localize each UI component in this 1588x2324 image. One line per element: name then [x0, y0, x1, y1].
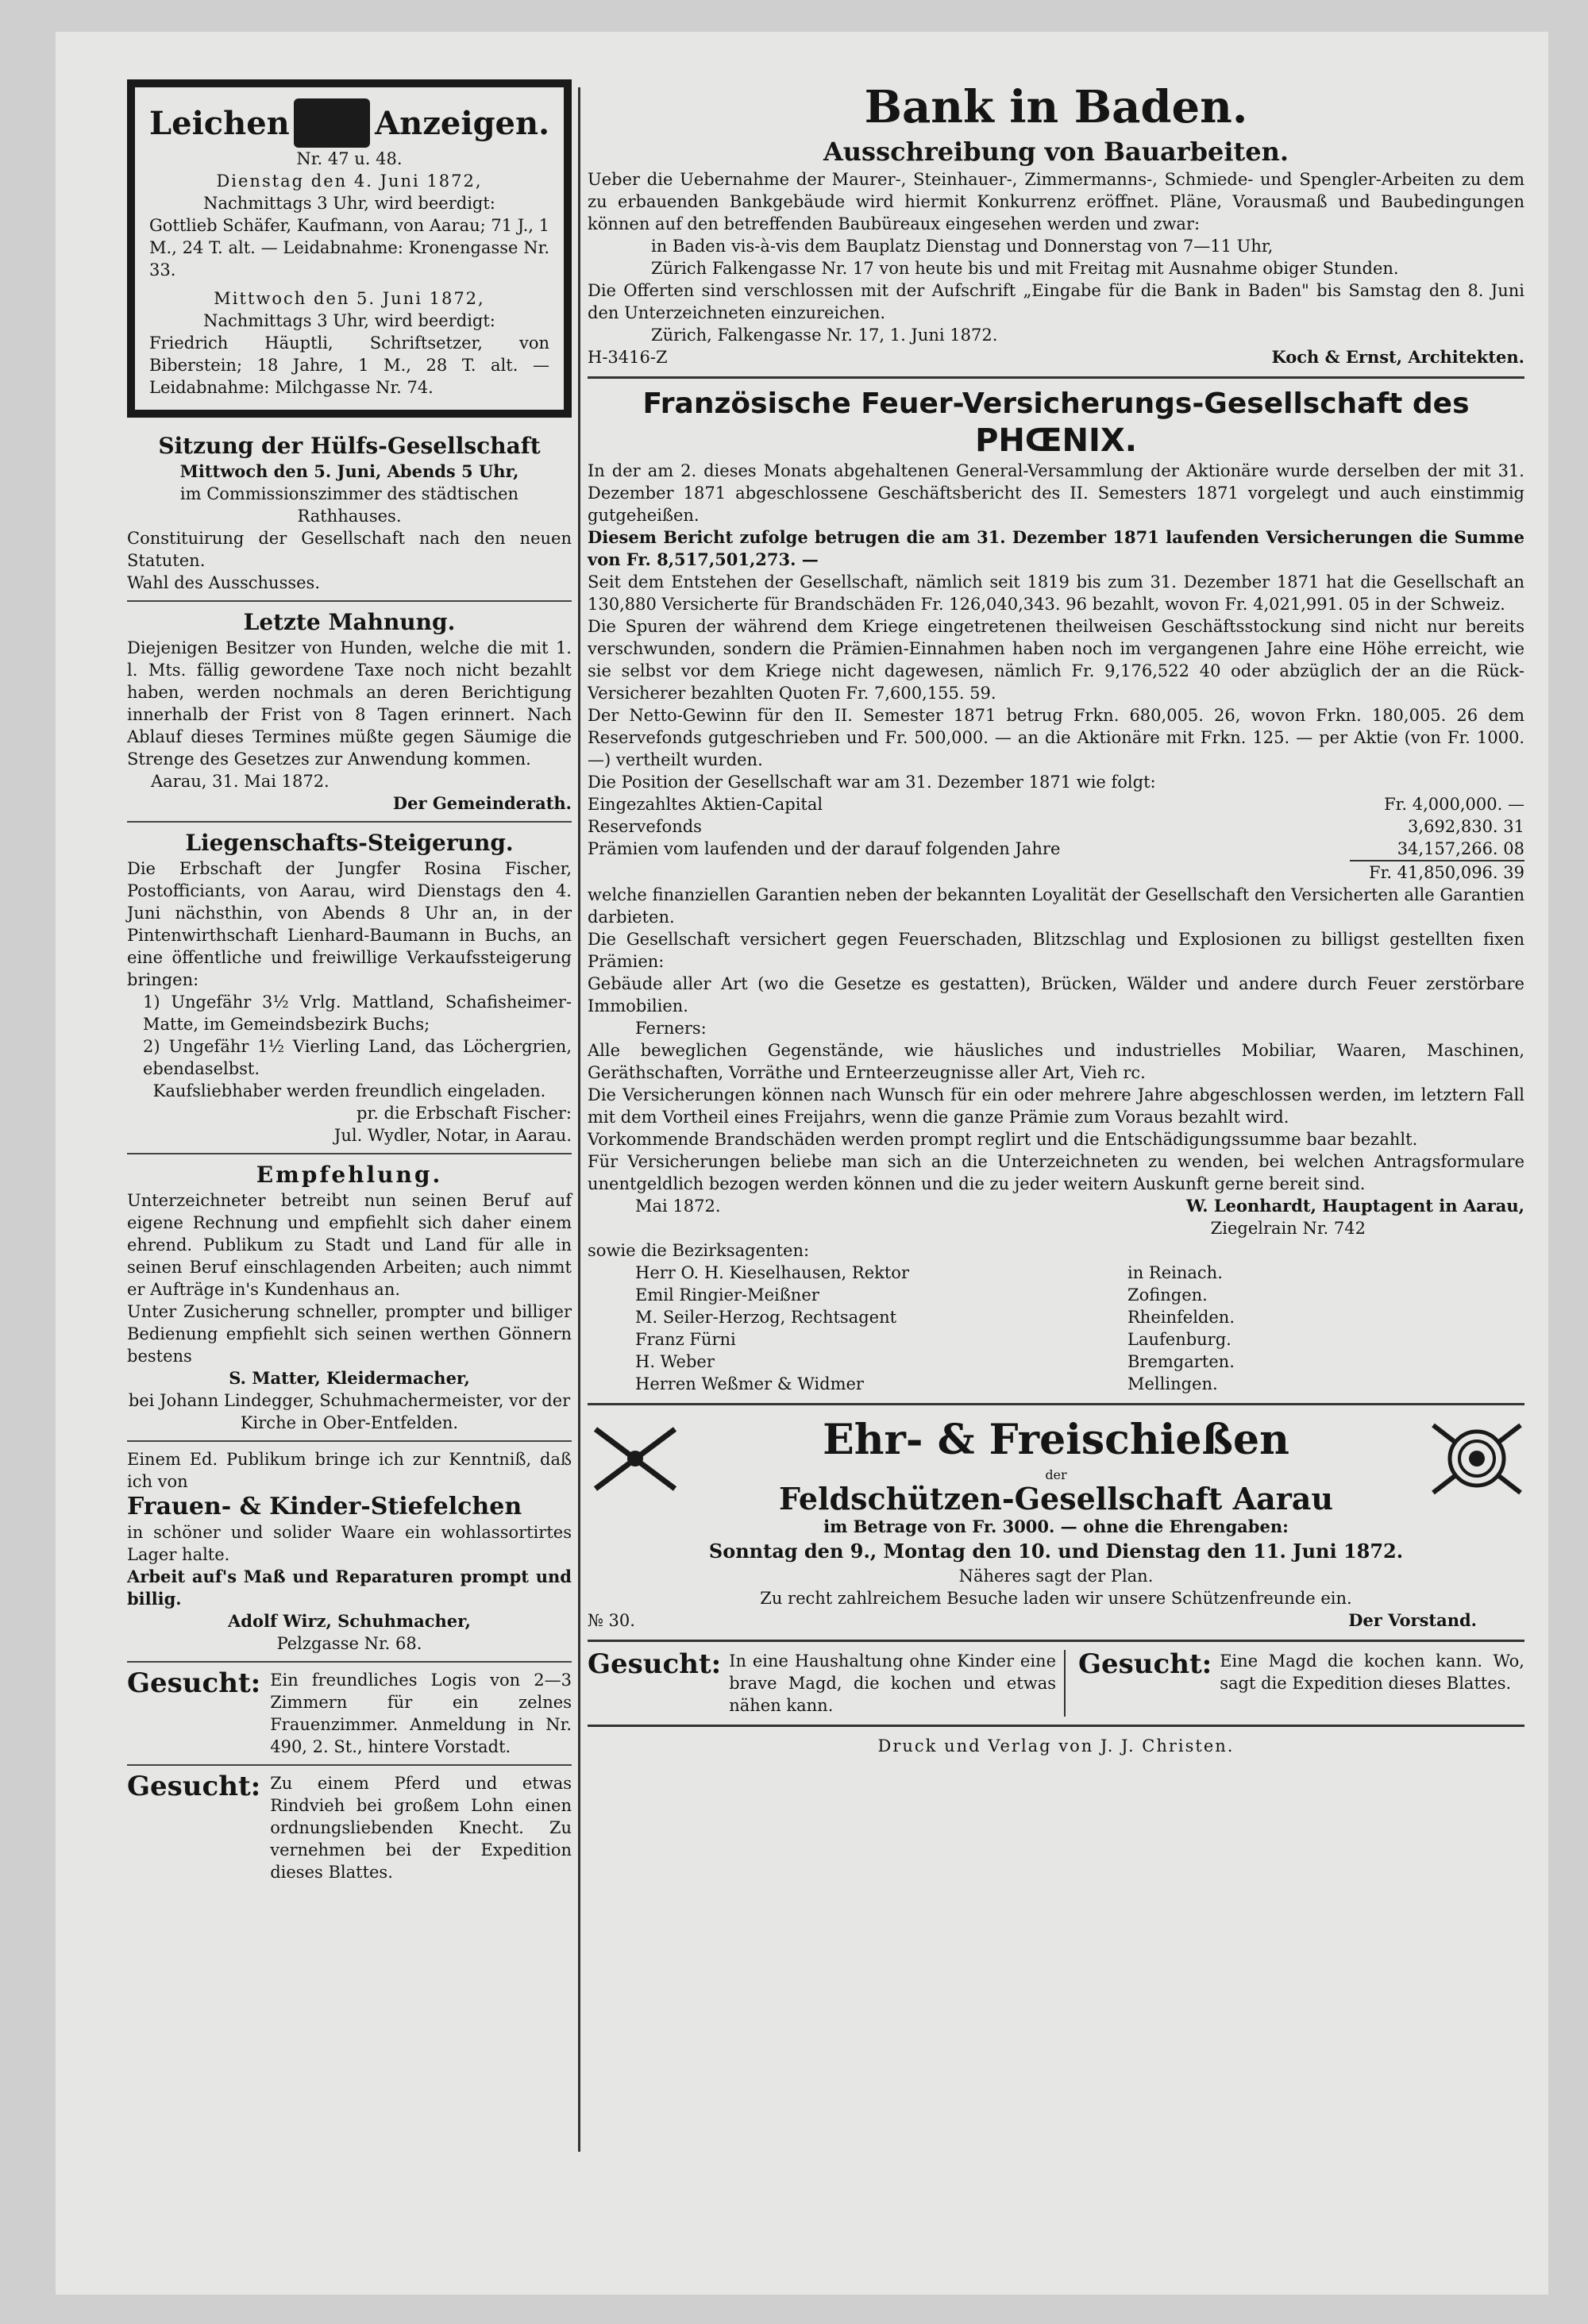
divider — [127, 600, 572, 602]
empfehlung-sig1: S. Matter, Kleidermacher, — [229, 1368, 470, 1388]
schiessen-org: Feldschützen-Gesellschaft Aarau — [779, 1481, 1333, 1517]
divider — [127, 1764, 572, 1766]
steigerung-item1: 1) Ungefähr 3½ Vrlg. Mattland, Schafisheimer-Matte, im Gemeindsbezirk Buchs; — [143, 992, 572, 1034]
bank-notice — [588, 79, 1524, 368]
mahnung-signature: Der Gemeinderath. — [392, 793, 572, 813]
divider — [127, 821, 572, 823]
bank-footer — [588, 346, 1524, 368]
left-column — [127, 79, 572, 1883]
bank-zuerich: Zürich Falkengasse Nr. 17 von heute bis und mit Freitag mit Ausnahme obiger Stunden. — [651, 259, 1399, 278]
divider — [588, 376, 1524, 379]
empfehlung-body: Unterzeichneter betreibt nun seinen Beruf auf eigene Rechnung und empfiehlt sich daher einem ehrend. Publikum zu Stadt und Land für alle in seinen Beruf einschlagenden Arbeiten; auch nimmt er Aufträge in's Kundenhaus an. — [127, 1191, 572, 1299]
table-row: Reservefonds 3,692,830. 31 — [588, 817, 1524, 836]
empfehlung-sig2: bei Johann Lindegger, Schuhmachermeister, vor der Kirche in Ober-Entfelden. — [128, 1391, 571, 1432]
death2-date: Mittwoch den 5. Juni 1872, — [214, 289, 485, 308]
phoenix-p13: Vorkommende Brandschäden werden prompt reglirt und die Entschädigungssumme baar bezahlt. — [588, 1130, 1418, 1149]
phoenix-p5: Der Netto-Gewinn für den II. Semester 1871 betrug Frkn. 680,005. 26, wovon Frkn. 180,005. 26 dem Reservefonds gutgeschrieben und Fr. 500,000. — an die Aktionäre mit Frkn. 125. — per Aktie (von Fr. 1000. —) vertheilt wurden. — [588, 706, 1524, 769]
death-title-a: Leichen — [149, 104, 290, 142]
phoenix-p10: Ferners: — [635, 1019, 707, 1038]
coffin-icon — [294, 98, 370, 148]
phoenix-p7: welche finanziellen Garantien neben der bekannten Loyalität der Gesellschaft den Versicherten alle Garantien darbieten. — [588, 885, 1524, 927]
schiessen-signature: Der Vorstand. — [1348, 1610, 1477, 1630]
death-notices — [127, 79, 572, 418]
bank-signature: Koch & Ernst, Architekten. — [1271, 347, 1524, 367]
steigerung-line: Kaufsliebhaber werden freundlich eingeladen. — [152, 1081, 546, 1100]
list-item: M. Seiler-Herzog, Rechtsagent Rheinfelden. — [635, 1308, 1235, 1327]
schiessen-der: der — [1045, 1467, 1067, 1482]
divider — [588, 1403, 1524, 1405]
bank-baden: in Baden vis-à-vis dem Bauplatz Dienstag und Donnerstag von 7—11 Uhr, — [651, 237, 1274, 256]
huelfs-line1: Mittwoch den 5. Juni, Abends 5 Uhr, — [179, 461, 519, 481]
schiessen-nr: № 30. — [588, 1611, 635, 1630]
death1-time: Nachmittags 3 Uhr, wird beerdigt: — [203, 194, 495, 213]
stiefel-body2: Arbeit auf's Maß und Reparaturen prompt und billig. — [127, 1567, 572, 1609]
steigerung-body: Die Erbschaft der Jungfer Rosina Fischer, Postofficiants, von Aarau, wird Dienstags den 4. Juni nächsthin, von Abends 8 Uhr an, in der Pintenwirthschaft Lienhard-Baumann in Buchs, an eine öffentliche und freiwillige Verkaufssteigerung bringen: — [127, 859, 572, 989]
bank-body1: Ueber die Uebernahme der Maurer-, Steinhauer-, Zimmermanns-, Schmiede- und Spengler-Arbeiten zu dem zu erbauenden Bankgebäude wird hiermit Konkurrenz eröffnet. Pläne, Vorausmaß und Baubedingungen können auf den betreffenden Baubüreaux eingesehen werden und zwar: — [588, 170, 1524, 233]
stiefel-sig2: Pelzgasse Nr. 68. — [276, 1634, 422, 1653]
schiessen-notice — [588, 1413, 1524, 1632]
huelfs-notice — [127, 432, 572, 594]
target-icon — [1429, 1413, 1524, 1501]
phoenix-p14: Für Versicherungen beliebe man sich an die Unterzeichneten zu wenden, bei welchen Antragsformulare unentgeldlich bezogen werden können und die zu jeder weitern Auskunft gerne bereit sind. — [588, 1152, 1524, 1193]
table-row: Eingezahltes Aktien-Capital Fr. 4,000,000. — — [588, 795, 1524, 814]
stiefel-notice — [127, 1448, 572, 1655]
stiefel-sig1: Adolf Wirz, Schuhmacher, — [228, 1611, 471, 1631]
huelfs-line4: Wahl des Ausschusses. — [127, 573, 321, 592]
gesucht2-title: Gesucht: — [127, 1771, 261, 1802]
list-item: Franz Fürni Laufenburg. — [635, 1330, 1231, 1349]
list-item: H. Weber Bremgarten. — [635, 1352, 1235, 1371]
divider — [127, 1153, 572, 1154]
schiessen-dates: Sonntag den 9., Montag den 10. und Dienstag den 11. Juni 1872. — [708, 1540, 1404, 1563]
phoenix-p12: Die Versicherungen können nach Wunsch für ein oder mehrere Jahre abgeschlossen werden, im letztern Fall mit dem Vortheil eines Freijahrs, wenn die ganze Prämie zum Voraus bezahlt wird. — [588, 1085, 1524, 1127]
mahnung-title: Letzte Mahnung. — [243, 609, 456, 635]
phoenix-p9: Gebäude aller Art (wo die Gesetze es gestatten), Brücken, Wälder und andere durch Feuer zerstörbare Immobilien. — [588, 974, 1524, 1016]
divider — [588, 1640, 1524, 1642]
gesucht4-title: Gesucht: — [1078, 1648, 1212, 1680]
steigerung-sig2: Jul. Wydler, Notar, in Aarau. — [333, 1126, 572, 1145]
bank-code: H-3416-Z — [588, 348, 668, 367]
gesucht3-body: In eine Haushaltung ohne Kinder eine brave Magd, die kochen und etwas nähen kann. — [729, 1651, 1056, 1715]
death1-text: Gottlieb Schäfer, Kaufmann, von Aarau; 71 J., 1 M., 24 T. alt. — Leidabnahme: Kronengasse Nr. 33. — [149, 216, 549, 279]
phoenix-sig2: Ziegelrain Nr. 742 — [1210, 1219, 1366, 1238]
column-divider — [578, 87, 580, 2152]
gesucht1-title: Gesucht: — [127, 1667, 261, 1699]
death1-date: Dienstag den 4. Juni 1872, — [216, 172, 483, 191]
list-item: Emil Ringier-Meißner Zofingen. — [635, 1285, 1208, 1305]
death2-text: Friedrich Häuptli, Schriftsetzer, von Biberstein; 18 Jahre, 1 M., 28 T. alt. — Leidabnahme: Milchgasse Nr. 74. — [149, 333, 549, 397]
phoenix-sign — [588, 1195, 1524, 1217]
gesucht3-title: Gesucht: — [588, 1648, 722, 1680]
steigerung-title: Liegenschafts-Steigerung. — [185, 830, 514, 856]
gesucht1-body: Ein freundliches Logis von 2—3 Zimmern für ein zelnes Frauenzimmer. Anmeldung in Nr. 490, 2. St., hintere Vorstadt. — [270, 1671, 572, 1756]
death-nr: Nr. 47 u. 48. — [296, 149, 403, 168]
agents-intro: sowie die Bezirksagenten: — [588, 1241, 810, 1260]
phoenix-p11: Alle beweglichen Gegenstände, wie häusliches und industrielles Mobiliar, Waaren, Maschinen, Geräthschaften, Vorräthe und Ernteerzeugnisse aller Art, Vieh rc. — [588, 1041, 1524, 1082]
agents-list — [588, 1262, 1524, 1395]
table-total: Fr. 41,850,096. 39 — [1369, 863, 1524, 882]
bank-title: Bank in Baden. — [864, 81, 1248, 133]
phoenix-p4: Die Spuren der während dem Kriege eingetretenen theilweisen Geschäftsstockung sind nicht nur bereits verschwunden, sondern die Prämien-Einnahmen haben noch im vergangenen Jahre eine Höhe erreicht, wie sie selbst vor dem Kriege nicht dagewesen, nämlich Fr. 9,176,522 40 oder abzüglich der an die Rück-Versicherer bezahlten Quoten Fr. 7,600,155. 59. — [588, 617, 1524, 703]
gesucht2-body: Zu einem Pferd und etwas Rindvieh bei großem Lohn einen ordnungsliebenden Knecht. Zu vernehmen bei der Expedition dieses Blattes. — [270, 1774, 572, 1882]
bank-body2: Die Offerten sind verschlossen mit der Aufschrift „Eingabe für die Bank in Baden" bis Samstag den 8. Juni den Unterzeichneten einzureichen. — [588, 281, 1524, 322]
empfehlung-notice — [127, 1161, 572, 1434]
stiefel-body: in schöner und solider Waare ein wohlassortirtes Lager halte. — [127, 1523, 572, 1564]
phoenix-sig1: W. Leonhardt, Hauptagent in Aarau, — [1185, 1196, 1524, 1216]
phoenix-name: PHŒNIX. — [975, 422, 1137, 459]
gesucht-magd-1 — [588, 1650, 1066, 1717]
schiessen-amount: im Betrage von Fr. 3000. — ohne die Ehrengaben: — [823, 1517, 1289, 1536]
steigerung-notice — [127, 829, 572, 1147]
mahnung-body: Diejenigen Besitzer von Hunden, welche die mit 1. l. Mts. fällig gewordene Taxe noch nicht bezahlt haben, werden nochmals an deren Berichtigung innerhalb der Frist von 8 Tagen erinnert. Nach Ablauf dieses Termines müßte gegen Säumige die Strenge des Gesetzes zur Anwendung kommen. — [127, 638, 572, 769]
huelfs-line2: im Commissionszimmer des städtischen Rathhauses. — [179, 484, 519, 526]
stiefel-intro: Einem Ed. Publikum bringe ich zur Kenntniß, daß ich von — [127, 1450, 572, 1491]
phoenix-p1: In der am 2. dieses Monats abgehaltenen General-Versammlung der Aktionäre wurde derselben der mit 31. Dezember 1871 abgeschlossene Geschäftsbericht des II. Semesters 1871 vorgelegt und auch einstimmig gutgeheißen. — [588, 461, 1524, 525]
steigerung-sig1: pr. die Erbschaft Fischer: — [357, 1104, 572, 1123]
death-title-b: Anzeigen. — [375, 104, 549, 142]
steigerung-item2: 2) Ungefähr 1½ Vierling Land, das Löchergrien, ebendaselbst. — [143, 1037, 572, 1078]
mahnung-date: Aarau, 31. Mai 1872. — [151, 772, 330, 791]
divider — [588, 1725, 1524, 1727]
death2-time: Nachmittags 3 Uhr, wird beerdigt: — [203, 311, 495, 330]
bank-subtitle: Ausschreibung von Bauarbeiten. — [823, 137, 1289, 167]
crossed-rifles-icon — [588, 1413, 683, 1501]
list-item: Herr O. H. Kieselhausen, Rektor in Reinach. — [635, 1263, 1223, 1282]
death-notices-header — [149, 98, 549, 148]
phoenix-p8: Die Gesellschaft versichert gegen Feuerschaden, Blitzschlag und Explosionen zu billigst gestellten fixen Prämien: — [588, 930, 1524, 971]
schiessen-plan: Näheres sagt der Plan. — [958, 1567, 1154, 1586]
phoenix-p2: Diesem Bericht zufolge betrugen die am 31. Dezember 1871 laufenden Versicherungen die Summe von Fr. 8,517,501,273. — — [588, 527, 1524, 569]
divider — [127, 1661, 572, 1663]
phoenix-p3: Seit dem Entstehen der Gesellschaft, nämlich seit 1819 bis zum 31. Dezember 1871 hat die Gesellschaft an 130,880 Versicherte für Brandschäden Fr. 126,040,343. 96 bezahlt, wovon Fr. 4,021,991. 05 in der Schweiz. — [588, 572, 1524, 614]
list-item: Herren Weßmer & Widmer Mellingen. — [635, 1374, 1218, 1393]
position-table — [588, 793, 1524, 884]
right-column — [588, 79, 1524, 1757]
stiefel-title: Frauen- & Kinder-Stiefelchen — [127, 1493, 522, 1520]
imprint: Druck und Verlag von J. J. Christen. — [877, 1736, 1235, 1756]
gesucht4-body: Eine Magd die kochen kann. Wo, sagt die Expedition dieses Blattes. — [1220, 1651, 1524, 1693]
divider — [127, 1440, 572, 1442]
phoenix-p6: Die Position der Gesellschaft war am 31. Dezember 1871 wie folgt: — [588, 773, 1156, 792]
mahnung-notice — [127, 608, 572, 815]
bank-date: Zürich, Falkengasse Nr. 17, 1. Juni 1872. — [651, 326, 998, 345]
schiessen-invite: Zu recht zahlreichem Besuche laden wir unsere Schützenfreunde ein. — [760, 1589, 1352, 1608]
table-row: Prämien vom laufenden und der darauf folgenden Jahre 34,157,266. 08 — [588, 838, 1524, 861]
phoenix-date: Mai 1872. — [635, 1197, 721, 1216]
empfehlung-body2: Unter Zusicherung schneller, prompter und billiger Bedienung empfiehlt sich seinen werthen Gönnern bestens — [127, 1302, 572, 1366]
gesucht-magd-2 — [1078, 1650, 1524, 1717]
huelfs-title: Sitzung der Hülfs-Gesellschaft — [158, 433, 541, 459]
schiessen-title: Ehr- & Freischießen — [823, 1416, 1289, 1464]
huelfs-line3: Constituirung der Gesellschaft nach den neuen Statuten. — [127, 529, 572, 570]
phoenix-title: Französische Feuer-Versicherungs-Gesellschaft des — [642, 387, 1470, 420]
phoenix-notice — [588, 387, 1524, 1395]
gesucht-knecht — [127, 1772, 572, 1883]
empfehlung-title: Empfehlung. — [256, 1162, 443, 1188]
gesucht-row — [588, 1650, 1524, 1717]
gesucht-logis — [127, 1669, 572, 1758]
schiessen-footer — [588, 1609, 1524, 1632]
